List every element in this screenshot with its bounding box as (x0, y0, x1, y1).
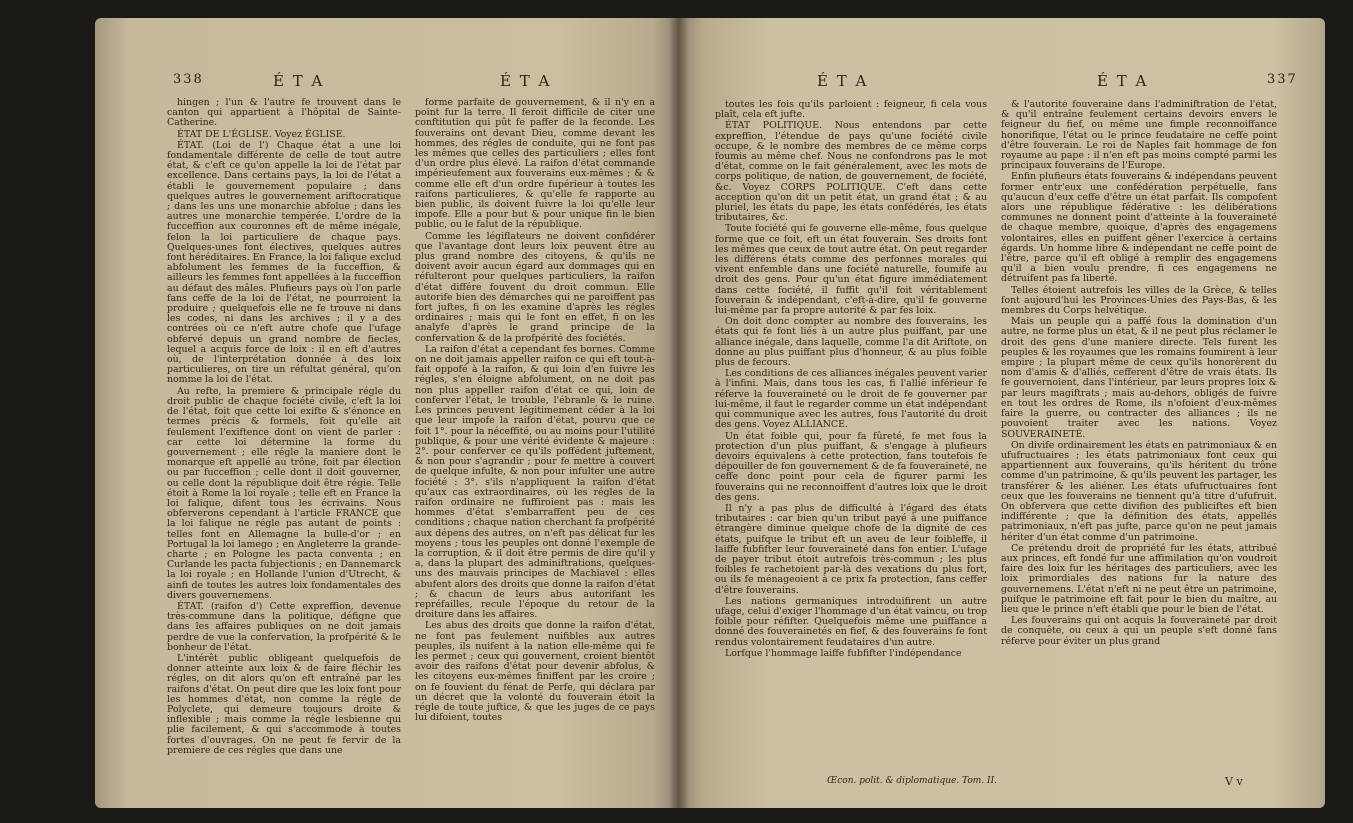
page-number: 338 (173, 72, 204, 87)
paragraph: L'intérêt public obligeant quelquefois de donner atteinte aux loix & de faire fléchir les régles, on dit alors qu'on eft entraîné par les raifons d'état. On peut dire que les loix font pour les hommes d'état, non comme la régle de Polyclete, qui demeure toujours droite & inflexible ; mais comme la régle lesbienne qui plie facilement, & qui s'accommode à toutes fortes d'ouvrages. On ne peut fe fervir de la premiere de ces régles que dans une (167, 652, 401, 756)
open-book (95, 18, 1325, 808)
paragraph: Ce prétendu droit de propriété fur les états, attribué aux princes, eft fondé fur une affimilation qu'on voudroit faire des loix fur les héritages des particuliers, avec les loix primordiales des nations fur la nature des gouvernemens. L'état n'eft ni ne peut être un patrimoine, puifque le patrimoine eft fait pour le bien du maître, au lieu que le prince n'eft établi que pour le bien de l'état. (1001, 542, 1277, 615)
paragraph: ÉTAT. (raifon d') Cette expreffion, devenue très-commune dans la politique, défigne que dans les affaires publiques on ne doit jamais perdre de vue la confervation, la profpérité & le bonheur de l'état. (167, 600, 401, 653)
text-column-1 (715, 100, 987, 770)
paragraph: Les abus des droits que donne la raifon d'état, ne font pas feulement nuifibles aux autres peuples, ils nuifent à la nation elle-même qui fe les permet ; ceux qui gouvernent, croient bientôt avoir des raifons d'état pour devenir abfolus, & les citoyens eux-mêmes finiffent par les croire ; on fe fouvient du fénat de Perfe, qui déclara par un décret que la volonté du fouverain étoit la régle de toute juftice, & que les juges de ce pays lui difoient, toutes (415, 620, 655, 724)
paragraph: Les conditions de ces alliances inégales peuvent varier à l'infini. Mais, dans tous les cas, fi l'allié inférieur fe réferve la fouveraineté ou le droit de fe gouverner par lui-même, il faut le regarder comme un état indépendant qui communique avec les autres, fous l'autorité du droit des gens. Voyez ALLIANCE. (715, 368, 987, 431)
running-head-right-page (677, 72, 1325, 94)
paragraph: Un état foible qui, pour fa fûreté, fe met fous la protection d'un plus puiffant, & s'engage à plufieurs devoirs équivalens à cette protection, fans toutefois fe dépouiller de fon gouvernement & de fa fouveraineté, ne ceffe donc point pour cela de figurer parmi les fouverains qui ne reconnoiffent d'autres loix que le droit des gens. (715, 430, 987, 503)
paragraph: On divife ordinairement les états en patrimoniaux & en ufufructuaires ; les états patrimoniaux font ceux qui appartiennent aux fouverains, qu'ils héritent du trône comme d'un patrimoine, & qu'ils peuvent les partager, les transférer & les aliéner. Les états ufufructuaires font ceux que les fouverains ne tiennent qu'à titre d'ufufruit. On obfervera que cette divifion des publiciftes eft bien indifférente ; que la définition des états, appellés patrimoniaux, n'eft pas jufte, parce qu'on ne peut jamais hériter d'un état comme d'un patrimoine. (1001, 439, 1277, 543)
text-column-2 (1001, 100, 1277, 774)
paragraph: On doit donc compter au nombre des fouverains, les états qui fe font liés à un autre plus puiffant, par une alliance inégale, dans laquelle, comme l'a dit Ariftote, on donne au plus puiffant plus d'honneur, & au plus foible plus de fecours. (715, 316, 987, 369)
paragraph: Toute fociété qui fe gouverne elle-même, fous quelque forme que ce foit, eft un état fouverain. Ses droits font les mêmes que ceux de tout autre état. On peut regarder les différens états comme des perfonnes morales qui vivent enfemble dans une fociété naturelle, foumife au droit des gens. Pour qu'un état figure immédiatement dans cette fociété, il fuffit qu'il foit véritablement fouverain & indépendant, c'eft-à-dire, qu'il fe gouverne lui-même par fa propre autorité & par fes loix. (715, 223, 987, 317)
paragraph: Comme les légiflateurs ne doivent confidérer que l'avantage dont leurs loix peuvent être au plus grand nombre des citoyens, & qu'ils ne doivent avoir aucun égard aux dommages qui en réfulteront pour quelques particuliers, la raifon d'état différe fouvent du droit commun. Elle autorife bien des démarches qui ne paroiffent pas fort juftes, fi on les examine d'après les régles ordinaires ; mais qui le font en effet, fi on les analyfe d'après le grand principe de la confervation & de la profpérité des fociétés. (415, 230, 655, 344)
left-page (95, 18, 677, 808)
book-gutter (669, 18, 689, 808)
running-head-title: É T A (1097, 72, 1149, 90)
paragraph: Enfin plufieurs états fouverains & indépendans peuvent former entr'eux une confédération perpétuelle, fans qu'aucun d'eux ceffe d'être un état parfait. Ils compofent alors une république fédérative : les délibérations communes ne donnent point d'atteinte à la fouveraineté de chaque membre, quoique, d'après des engagemens volontaires, elles en puiffent gêner l'exercice à certains égards. Un homme libre & indépendant ne ceffe point de l'être, parce qu'il eft obligé à remplir des engagemens qu'il a bien voulu prendre, fi ces engagemens ne détruifent pas fa liberté. (1001, 171, 1277, 285)
paragraph: Mais un peuple qui a paffé fous la domination d'un autre, ne forme plus un état, & il ne peut plus réclamer le droit des gens d'une maniere directe. Tels furent les peuples & les royaumes que les romains foumirent à leur empire ; la plupart même de ceux qu'ils honorèrent du nom d'amis & d'alliés, cefferent d'être de vrais états. Ils fe gouvernoient, dans l'intérieur, par leurs propres loix & par leurs magiftrats ; mais au-dehors, obligés de fuivre en tout les ordres de Rome, ils n'ofoient d'eux-mêmes faire la guerre, ou contracter des alliances ; ils ne pouvoient traiter avec les nations. Voyez SOUVERAINETÉ. (1001, 316, 1277, 440)
running-head-title: É T A (273, 72, 325, 90)
text-column-2 (415, 98, 655, 788)
paragraph: La raifon d'état a cependant fes bornes. Comme on ne doit jamais appeller raifon ce qui eft tout-à-fait oppofé à la raifon, & qui loin d'en fuivre les régles, s'en éloigne abfolument, on ne doit pas non plus appeller raifon d'état ce qui, loin de conferver l'état, le trouble, l'ébranle & le ruine. Les princes peuvent légitimement céder à la loi que leur impofe la raifon d'état, pourvu que ce foit 1°. pour la néceffité, ou au moins pour l'utilité publique, & pour une vérité évidente & majeure : 2°. pour conferver ce qu'ils poffédent juftement, & non pour s'agrandir ; pour fe mettre à couvert de quelque infulte, & non pour infulter une autre fociété : 3°. s'ils n'appliquent la raifon d'état qu'aux cas extraordinaires, où les régles de la raifon ordinaire ne fuffiroient pas : mais les hommes d'état s'embarraffent peu de ces conditions ; chaque nation cherchant fa profpérité aux dépens des autres, on n'eft pas délicat fur les moyens ; tous les peuples ont donné l'exemple de la corruption, & il doit être permis de dire qu'il y a, dans la plupart des adminiftrations, quelques-uns des mauvais principes de Machiavel : elles abufent alors des droits que donne la raifon d'état ; & chacun de leurs abus autorifant les repréfailles, recule l'époque du retour de la droiture dans les affaires. (415, 343, 655, 621)
running-head-title: É T A (500, 72, 552, 90)
running-head-title: É T A (817, 72, 869, 90)
running-head-left-page (95, 72, 677, 94)
text-column-1 (167, 98, 401, 788)
paragraph: & l'autorité fouveraine dans l'adminiftration de l'état, & qu'il entraîne feulement certains devoirs envers le feigneur du fief, ou même une fimple reconnoiffance honorifique, l'état ou le prince feudataire ne ceffe point d'être fouverain. Le roi de Naples fait hommage de fon royaume au pape : il n'en eft pas moins compté parmi les principaux fouverains de l'Europe. (1001, 100, 1277, 172)
paragraph: Il n'y a pas plus de difficulté à l'égard des états tributaires : car bien qu'un tribut payé à une puiffance étrangère diminue quelque chofe de la dignité de ces états, puifque le tribut eft un aveu de leur foibleffe, il laiffe fubfifter leur fouveraineté dans fon entier. L'ufage de payer tribut étoit autrefois très-commun ; les plus foibles fe rachetoient par-là des vexations du plus fort, ou ils fe ménageoient à ce prix fa protection, fans ceffer d'être fouverains. (715, 502, 987, 596)
signature-mark: V v (1225, 775, 1243, 788)
signature-line: Œcon. polit. & diplomatique. Tom. II. (827, 776, 998, 786)
page-number: 337 (1267, 72, 1298, 87)
paragraph: Au refte, la premiere & principale régle du droit public de chaque fociété civile, c'eft la loi de l'état, foit que cette loi exifte & s'énonce en termes précis & formels, foit qu'elle ait feulement l'exiftence dont on vient de parler : car cette loi détermine la forme du gouvernement ; elle régle la maniere dont le monarque eft appellé au trône, foit par élection ou par fucceffion ; celle dont il doit gouverner, ou celle dont la république doit être régie. Telle étoit à Rome la loi royale ; telle eft en France la loi falique, difent tous les écrivains. Nous obferverons cependant à l'article FRANCE que la loi falique ne régle pas autant de points : telles font en Allemagne la bulle-d'or ; en Portugal la loi lamego ; en Angleterre la grande-charte ; en Pologne les pacta conventa ; en Curlande les pacta fubjectionis ; en Dannemarck la loi royale ; en Hollande l'union d'Utrecht, & ainfi de toutes les autres loix fondamentales des divers gouvernemens. (167, 385, 401, 601)
paragraph: Lorfque l'hommage laiffe fubfifter l'indépendance (725, 647, 962, 659)
paragraph: Les nations germaniques introduifirent un autre ufage, celui d'exiger l'hommage d'un état vaincu, ou trop foible pour réfifter. Quelquefois même une puiffance a donné des fouverainetés en fief, & des fouverains fe font rendus volontairement feudataires d'un autre. (715, 595, 987, 648)
paragraph: hingen ; l'un & l'autre fe trouvent dans le canton qui appartient à l'hôpital de Sainte-Catherine. (167, 98, 401, 129)
paragraph: ÉTAT. (Loi de l') Chaque état a une loi fondamentale différente de celle de tout autre état, & c'eft ce qu'on appelle la loi de l'état par excellence. Dans certains pays, la loi de l'état a établi le gouvernement populaire ; dans quelques autres le gouvernement ariftocratique ; dans les uns une monarchie abfolue ; dans les autres une monarchie tempérée. L'ordre de la fucceffion aux couronnes eft de même inégale, felon la loi particuliere de chaque pays. Quelques-unes font électives, quelques autres font héréditaires. En France, la loi falique exclud abfolument les femmes de la fucceffion, & ailleurs les femmes font appellées à la fucceffion au défaut des mâles. Plufieurs pays où l'on parle fans ceffe de la loi de l'état, ne pourroient la produire ; quelquefois elle ne fe trouve ni dans les codes, ni dans les archives ; il y a des contrées où ce n'eft autre chofe que l'ufage obfervé depuis un grand nombre de fiecles, lequel a acquis force de loix : il en eft d'autres où, de l'interprétation donnée à des loix particulieres, on tire un réfultat général, qu'on nomme la loi de l'état. (167, 139, 401, 386)
paragraph: ÉTAT POLITIQUE. Nous entendons par cette expreffion, l'étendue de pays qu'une fociété civile occupe, & le nombre des membres de ce même corps foumis au même chef. Nous ne confondrons pas le mot d'état, comme on le fait généralement, avec les mots de corps politique, de nation, de gouvernement, de fociété, &c. Voyez CORPS POLITIQUE. C'eft dans cette acception qu'on dit un petit état, un grand état ; & au pluriel, les états du pape, les états confédérés, les états tributaires, &c. (715, 120, 987, 224)
paragraph: forme parfaite de gouvernement, & il n'y en a point fur la terre. Il feroit difficile de citer une conftitution qui pût fe paffer de la feconde. Les fouverains ont devant Dieu, comme devant les hommes, des régles de conduite, qui ne font pas les mêmes que celles des particuliers ; elles font d'un ordre plus élevé. La raifon d'état commande impérieufement aux fouverains eux-mêmes ; & & comme elle eft d'un ordre fupérieur à toutes les raifons particulieres, & qu'elle fe rapporte au bien public, ils doivent fuivre la loi qu'elle leur impofe. Elle a pour but & pour unique fin le bien public, ou le falut de la république. (415, 98, 655, 231)
paragraph: toutes les fois qu'ils parloient : feigneur, fi cela vous plaît, cela eft jufte. (715, 100, 987, 121)
paragraph: ÉTAT DE L'ÉGLISE. Voyez ÉGLISE. (177, 128, 346, 140)
paragraph: Telles étoient autrefois les villes de la Grèce, & telles font aujourd'hui les Provinces-Unies des Pays-Bas, & les membres du Corps helvétique. (1001, 284, 1277, 317)
right-page (677, 18, 1325, 808)
paragraph: Les fouverains qui ont acquis la fouveraineté par droit de conquête, ou ceux à qui un peuple s'eft donné fans réferve pour éviter un plus grand (1001, 615, 1277, 647)
